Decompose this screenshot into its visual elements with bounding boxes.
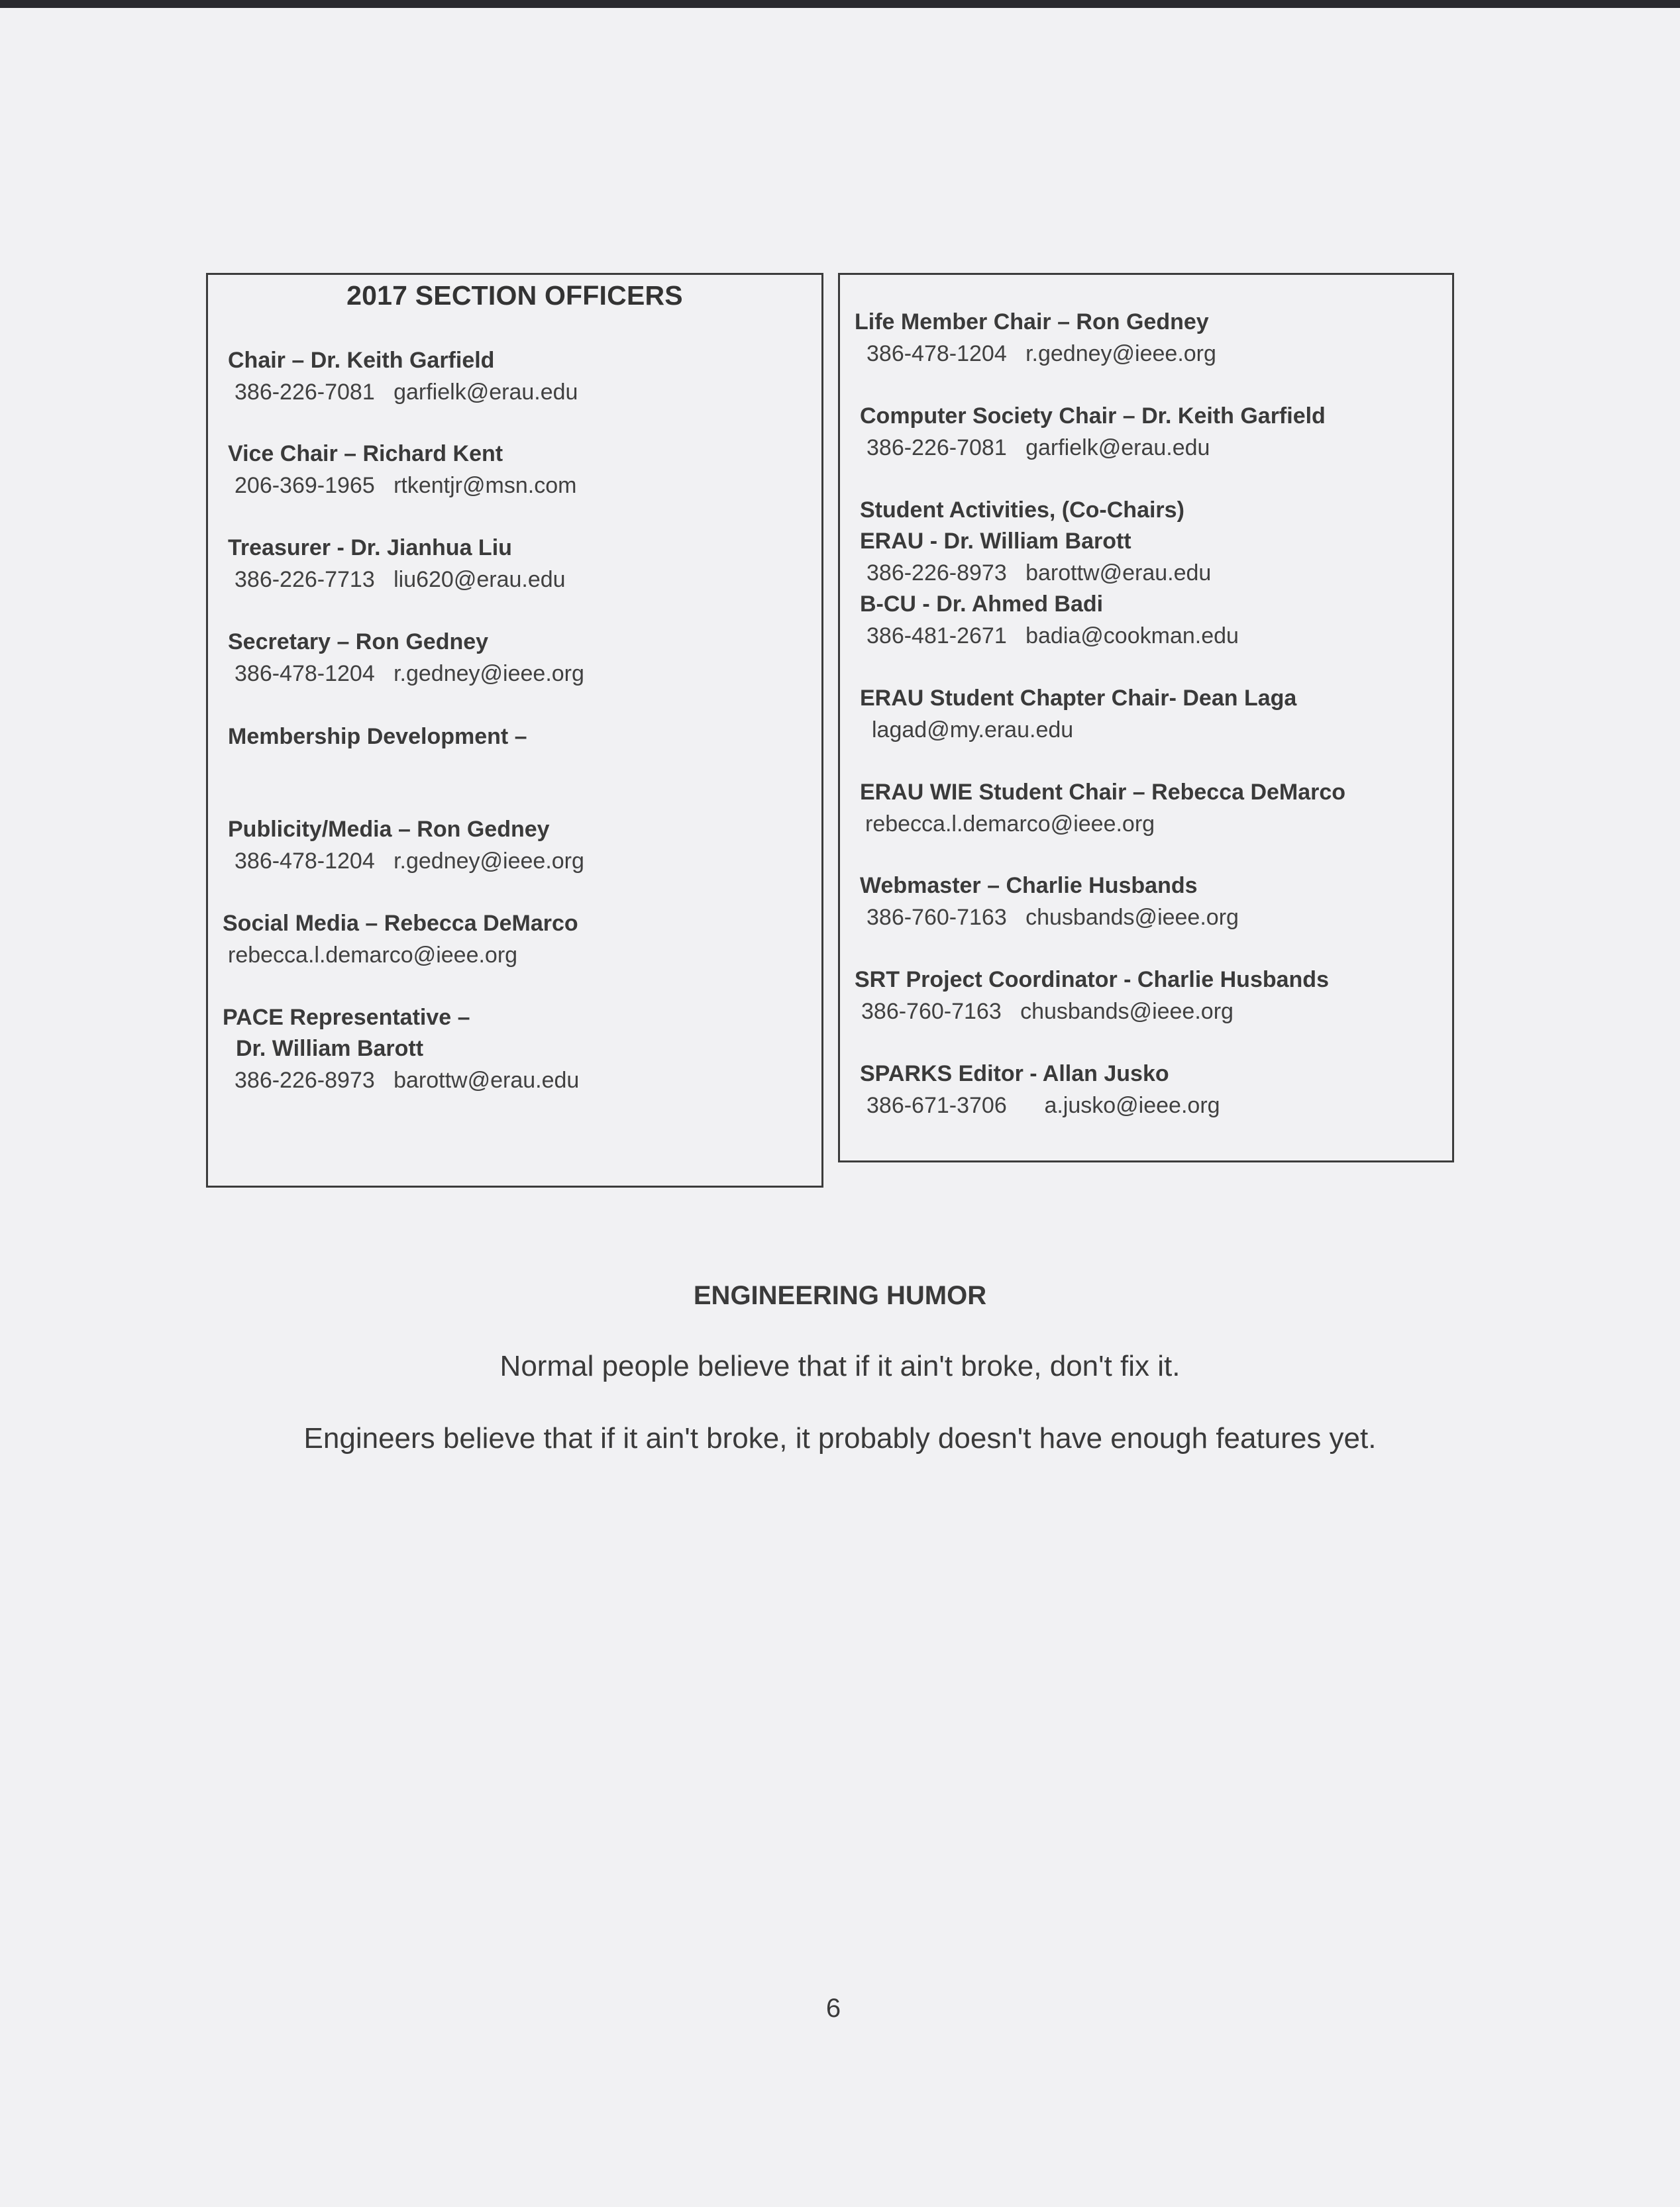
officer-heading-sparks-editor: SPARKS Editor - Allan Jusko	[860, 1061, 1169, 1086]
email-address[interactable]: r.gedney@ieee.org	[1025, 341, 1216, 366]
email-address[interactable]: a.jusko@ieee.org	[1044, 1093, 1220, 1118]
email-address[interactable]: rtkentjr@msn.com	[394, 473, 577, 498]
committee-chairs-box	[838, 273, 1454, 1162]
officer-contact-erau-wie-student-chair	[865, 811, 1155, 837]
phone-number: 386-671-3706	[866, 1093, 1007, 1118]
phone-number: 386-478-1204	[235, 661, 375, 686]
page-number: 6	[825, 1994, 841, 2023]
email-address[interactable]: barottw@erau.edu	[394, 1068, 580, 1093]
officer-name-pace-representative: Dr. William Barott	[236, 1036, 424, 1061]
officer-contact-erau-student-chapter-chair	[872, 717, 1073, 743]
officer-contact-pace-representative	[235, 1068, 579, 1094]
officer-heading-srt-project-coordinator: SRT Project Coordinator - Charlie Husbands	[855, 967, 1329, 992]
phone-number: 386-226-7713	[235, 567, 375, 592]
email-address[interactable]: r.gedney@ieee.org	[394, 661, 584, 686]
officer-contact-secretary	[235, 661, 584, 687]
officer-contact-vice-chair	[235, 473, 576, 499]
officer-contact-computer-society-chair	[866, 435, 1210, 461]
officer-heading-chair: Chair – Dr. Keith Garfield	[228, 348, 495, 373]
officer-contact-chair	[235, 380, 578, 405]
phone-number: 386-478-1204	[235, 848, 375, 874]
officer-contact-social-media	[228, 943, 517, 968]
officer-heading-erau-wie-student-chair: ERAU WIE Student Chair – Rebecca DeMarco	[860, 780, 1346, 805]
phone-number: 386-226-8973	[866, 560, 1007, 586]
email-address[interactable]: lagad@my.erau.edu	[872, 717, 1074, 743]
email-address[interactable]: chusbands@ieee.org	[1025, 905, 1239, 930]
phone-number: 386-760-7163	[861, 999, 1002, 1024]
section-officers-box	[206, 273, 823, 1188]
officer-contact-erau-co-chair	[866, 560, 1211, 586]
phone-number: 386-760-7163	[866, 905, 1007, 930]
officer-heading-membership-development: Membership Development –	[228, 724, 527, 749]
email-address[interactable]: liu620@erau.edu	[394, 567, 566, 592]
officer-heading-pace-representative: PACE Representative –	[223, 1005, 470, 1030]
officer-heading-secretary: Secretary – Ron Gedney	[228, 629, 489, 654]
phone-number: 386-226-8973	[235, 1068, 375, 1093]
email-address[interactable]: barottw@erau.edu	[1025, 560, 1212, 586]
officer-contact-srt-project-coordinator	[861, 999, 1234, 1025]
scan-top-edge	[0, 0, 1680, 8]
email-address[interactable]: rebecca.l.demarco@ieee.org	[865, 811, 1155, 837]
officer-contact-treasurer	[235, 567, 566, 593]
officer-name-bcu-co-chair: B-CU - Dr. Ahmed Badi	[860, 591, 1104, 617]
officer-heading-life-member-chair: Life Member Chair – Ron Gedney	[855, 309, 1209, 334]
officer-heading-webmaster: Webmaster – Charlie Husbands	[860, 873, 1198, 898]
officer-contact-bcu-co-chair	[866, 623, 1239, 649]
officer-heading-computer-society-chair: Computer Society Chair – Dr. Keith Garfield	[860, 403, 1326, 429]
humor-line-engineers: Engineers believe that if it ain't broke, it probably doesn't have enough features yet.	[303, 1422, 1377, 1455]
officer-heading-treasurer: Treasurer - Dr. Jianhua Liu	[228, 535, 512, 560]
email-address[interactable]: rebecca.l.demarco@ieee.org	[228, 943, 518, 968]
officer-contact-publicity-media	[235, 848, 584, 874]
section-officers-title: 2017 SECTION OFFICERS	[346, 280, 683, 311]
officer-contact-webmaster	[866, 905, 1239, 931]
email-address[interactable]: badia@cookman.edu	[1025, 623, 1239, 648]
phone-number: 386-478-1204	[866, 341, 1007, 366]
officer-heading-student-activities: Student Activities, (Co-Chairs)	[860, 497, 1184, 523]
officer-heading-vice-chair: Vice Chair – Richard Kent	[228, 441, 503, 466]
officer-heading-erau-student-chapter-chair: ERAU Student Chapter Chair- Dean Laga	[860, 686, 1297, 711]
phone-number: 386-481-2671	[866, 623, 1007, 648]
humor-line-normal-people: Normal people believe that if it ain't broke, don't fix it.	[499, 1350, 1181, 1382]
officer-name-erau-co-chair: ERAU - Dr. William Barott	[860, 529, 1131, 554]
phone-number: 386-226-7081	[235, 380, 375, 405]
engineering-humor-title: ENGINEERING HUMOR	[693, 1281, 987, 1310]
officer-contact-life-member-chair	[866, 341, 1216, 367]
email-address[interactable]: garfielk@erau.edu	[394, 380, 578, 405]
email-address[interactable]: garfielk@erau.edu	[1025, 435, 1210, 460]
officer-contact-sparks-editor	[866, 1093, 1220, 1119]
officer-heading-social-media: Social Media – Rebecca DeMarco	[223, 911, 578, 936]
phone-number: 206-369-1965	[235, 473, 375, 498]
email-address[interactable]: r.gedney@ieee.org	[394, 848, 584, 874]
email-address[interactable]: chusbands@ieee.org	[1020, 999, 1234, 1024]
officer-heading-publicity-media: Publicity/Media – Ron Gedney	[228, 817, 550, 842]
phone-number: 386-226-7081	[866, 435, 1007, 460]
